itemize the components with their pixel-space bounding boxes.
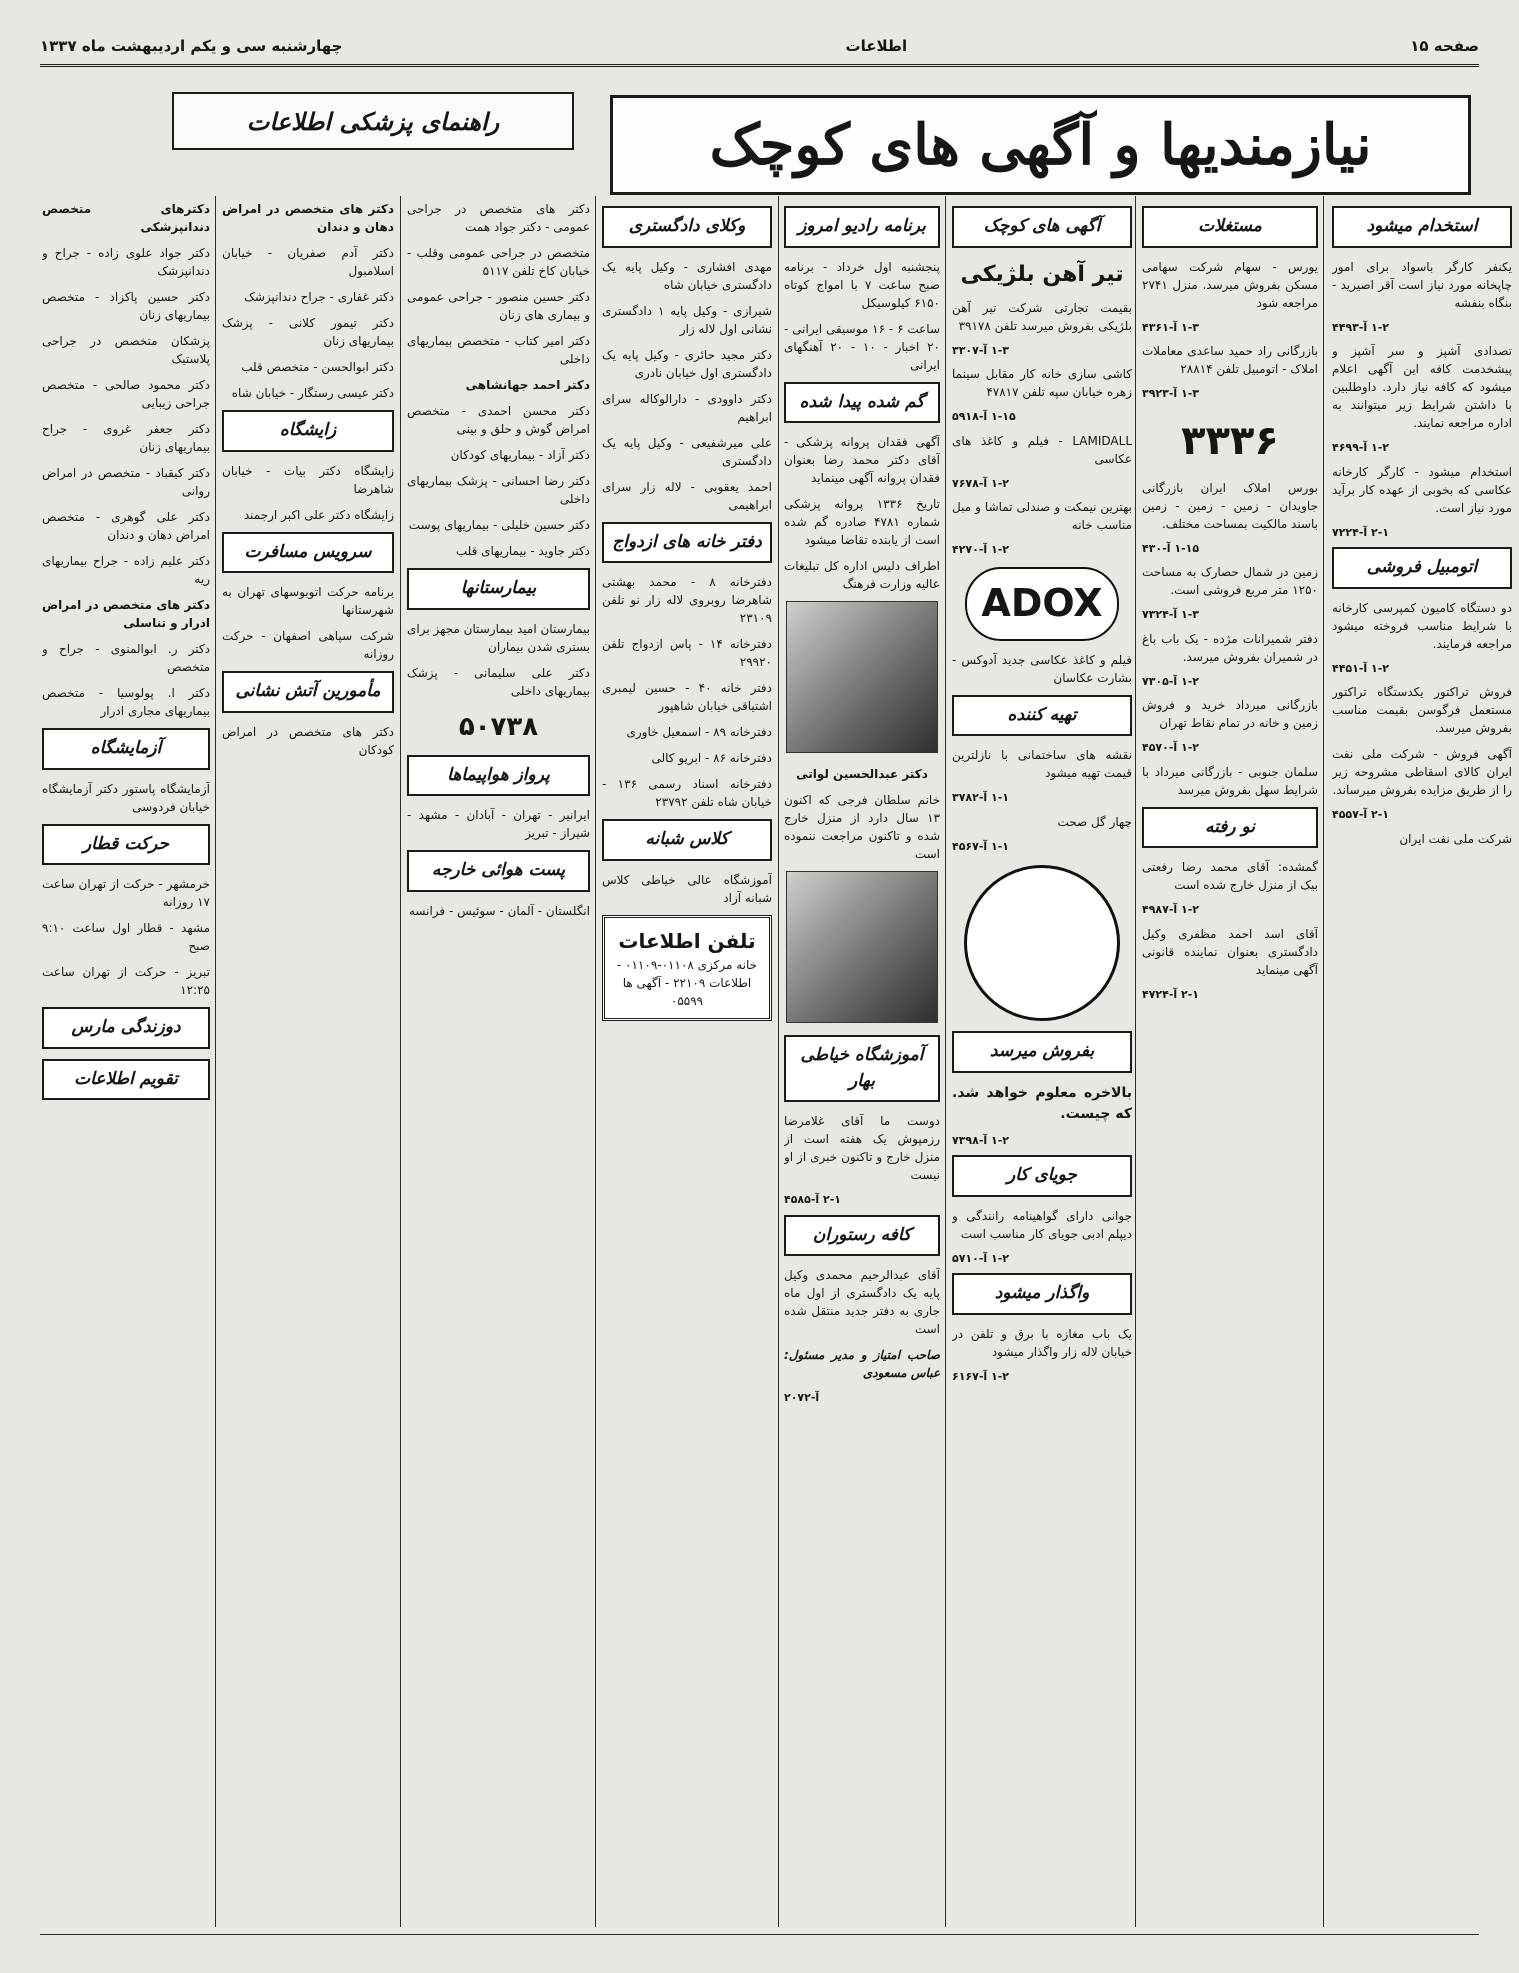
column-employment bbox=[1332, 200, 1512, 1923]
section-heading: تقویم اطلاعات bbox=[42, 1059, 210, 1101]
ad-text: ایرانیر - تهران - آبادان - مشهد - شیراز - تبریز bbox=[407, 808, 590, 840]
ad-text: دکتر حسین پاکزاد - متخصص بیماریهای زنان bbox=[42, 290, 210, 322]
ad-text: دکتر رضا احسانی - پزشک بیماریهای داخلی bbox=[407, 474, 590, 506]
ad-text: استخدام میشود - کارگر کارخانه عکاسی که بخوبی از عهده کار برآید مورد نیاز است. bbox=[1332, 464, 1512, 515]
section-heading: واگذار میشود bbox=[952, 1273, 1132, 1315]
page-date: چهارشنبه سی و یکم اردیبهشت ماه ۱۳۳۷ bbox=[40, 37, 343, 55]
section-heading: آزمایشگاه bbox=[42, 728, 210, 770]
column-doctors-dental bbox=[222, 200, 394, 1923]
section-heading: سرویس مسافرت bbox=[222, 532, 394, 574]
ad-code: ۱-۲ آ-۴۶۹۹ bbox=[1332, 441, 1390, 454]
section-heading: جویای کار bbox=[952, 1155, 1132, 1197]
ad-text: جوانی دارای گواهینامه رانندگی و دیپلم ادبی جویای کار مناسب است bbox=[952, 1208, 1132, 1241]
ad-text: خرمشهر - حرکت از تهران ساعت ۱۷ روزانه bbox=[42, 877, 210, 909]
ad-text: تبریز - حرکت از تهران ساعت ۱۲:۲۵ bbox=[42, 965, 210, 997]
ad-text: دکتر ابوالحسن - متخصص قلب bbox=[241, 360, 394, 374]
banner-title: نیازمندیها و آگهی های کوچک bbox=[709, 112, 1372, 178]
ad-text: زایشگاه دکتر بیات - خیابان شاهرضا bbox=[222, 463, 394, 496]
adox-logo: ADOX bbox=[965, 567, 1119, 641]
phone-info-box bbox=[602, 915, 772, 1021]
ad-signature: شرکت ملی نفت ایران bbox=[1399, 831, 1512, 846]
ad-text: دکترهای متخصص دندانپزشکی bbox=[42, 202, 210, 234]
ad-text: دکتر های متخصص در امراض ادرار و تناسلی bbox=[42, 598, 210, 630]
section-heading: استخدام میشود bbox=[1332, 206, 1512, 248]
ad-text: دفترخانه ۱۴ - پاس ازدواج تلفن ۲۹۹۲۰ bbox=[602, 637, 772, 669]
ad-text: دکتر های متخصص در امراض دهان و دندان bbox=[222, 202, 394, 234]
ad-text: دکتر کیقباد - متخصص در امراض روانی bbox=[42, 466, 210, 498]
ad-text: دکتر حسین منصور - جراحی عمومی و بیماری های زنان bbox=[407, 290, 590, 322]
section-heading: کافه رستوران bbox=[784, 1215, 940, 1257]
ad-text: چهار گل صحت bbox=[1057, 814, 1132, 829]
section-heading: زایشگاه bbox=[222, 410, 394, 452]
ad-text: دکتر جواد علوی زاده - جراح و دندانپزشک bbox=[42, 246, 210, 278]
ad-text: دفترخانه ۸۶ - ابریو کالی bbox=[651, 751, 772, 765]
ad-code: ۱-۲ آ-۷۳۰۵ bbox=[1142, 674, 1200, 688]
ad-code: ۱-۲ آ-۷۳۹۸ bbox=[952, 1133, 1010, 1147]
ad-text: دکتر ا. پولوسیا - متخصص بیماریهای مجاری ادرار bbox=[42, 686, 210, 718]
ad-text: زمین در شمال حصارک به مساحت ۱۲۵۰ متر مربع فروشی است. bbox=[1142, 565, 1318, 597]
section-heading: آگهی های کوچک bbox=[952, 206, 1132, 248]
ad-text: خانم سلطان فرجی که اکنون ۱۳ سال دارد از منزل خارج شده و تاکنون مراجعت ننموده است bbox=[784, 793, 940, 861]
ad-text: تیر آهن بلژیکی bbox=[960, 261, 1124, 287]
section-heading: اتومبیل فروشی bbox=[1332, 547, 1512, 589]
ad-text: بالاخره معلوم خواهد شد. که چیست. bbox=[952, 1084, 1132, 1122]
section-heading: دفتر خانه های ازدواج bbox=[602, 522, 772, 564]
section-heading: وکلای دادگستری bbox=[602, 206, 772, 248]
ad-text: دفترخانه ۸۹ - اسمعیل خاوری bbox=[626, 725, 772, 739]
ad-code: ۲-۱ آ-۴۵۸۵ bbox=[784, 1193, 842, 1206]
phone-number-big: ۳۳۳۶ bbox=[1181, 417, 1279, 464]
section-heading: مستغلات bbox=[1142, 206, 1318, 248]
ad-code: ۱-۳ آ-۳۳۰۷ bbox=[952, 343, 1010, 357]
ad-text: شرکت سپاهی اصفهان - حرکت روزانه bbox=[222, 629, 394, 661]
ad-text: دو دستگاه کامیون کمپرسی کارخانه با شرایط مناسب فروخته میشود مراجعه فرمایند. bbox=[1332, 600, 1512, 651]
ad-text: پنجشنبه اول خرداد - برنامه صبح ساعت ۷ با امواج کوتاه ۶۱۵۰ کیلوسیکل bbox=[784, 259, 940, 310]
phone-box-title: تلفن اطلاعات bbox=[618, 928, 756, 953]
ad-code: ۱-۱ آ-۴۵۶۷ bbox=[952, 839, 1010, 853]
ad-text: دکتر عیسی رستگار - خیابان شاه bbox=[231, 386, 394, 400]
column-doctors-general bbox=[407, 200, 590, 1923]
column-real-estate bbox=[1142, 200, 1318, 1923]
ad-text: دکتر علیم زاده - جراح بیماریهای ریه bbox=[42, 554, 210, 586]
ad-text: بازرگانی میرداد خرید و فروش زمین و خانه در تمام نقاط تهران bbox=[1142, 698, 1318, 730]
ad-text: آگهی فروش - شرکت ملی نفت ایران کالای اسقاطی مشروحه زیر را از طریق مزایده بفروش میرساند. bbox=[1332, 747, 1512, 797]
column-specialists bbox=[42, 200, 210, 1923]
phone-box-text: خانه مرکزی ۰۱۱۰۸-۰۱۱۰۹ - اطلاعات ۲۲۱۰۹ - آگهی ها ۰۵۵۹۹ bbox=[616, 957, 758, 1008]
ad-text: آموزشگاه عالی خیاطی کلاس شبانه آزاد bbox=[602, 872, 772, 905]
section-heading: دوزندگی مارس bbox=[42, 1007, 210, 1049]
section-heading: تهیه کننده bbox=[952, 695, 1132, 737]
ad-code: ۱-۲ آ-۴۴۹۳ bbox=[1332, 320, 1390, 334]
paper-name: اطلاعات bbox=[845, 37, 908, 55]
column-rule bbox=[1135, 196, 1136, 1927]
page-number: صفحه ۱۵ bbox=[1410, 37, 1479, 55]
ad-text: دکتر های متخصص در امراض کودکان bbox=[222, 724, 394, 757]
ad-text: دکتر مجید حائری - وکیل پایه یک دادگستری اول خیابان نادری bbox=[602, 347, 772, 380]
page-footer-rule bbox=[40, 1934, 1479, 1953]
ad-text: فروش تراکتور یکدستگاه تراکتور مستعمل فرگوسن بقیمت مناسب بفروش میرسد. bbox=[1332, 685, 1512, 735]
ad-code: ۱-۲ آ-۴۵۷۰ bbox=[1142, 741, 1200, 754]
ad-text: بورس املاک ایران بازرگانی جاویدان - زمین - زمین - زمین باسند مالکیت بمساحت مختلف. bbox=[1142, 480, 1318, 531]
column-rule bbox=[400, 196, 401, 1927]
ad-text: دفترخانه اسناد رسمی ۱۳۶ - خیابان شاه تلفن ۲۳۷۹۲ bbox=[602, 777, 772, 809]
ad-text: مهدی افشاری - وکیل پایه یک دادگستری خیابان شاه bbox=[602, 259, 772, 292]
ad-code: آ-۲۰۷۲ bbox=[784, 1391, 820, 1404]
ad-text: دوست ما آقای غلامرضا رزمپوش یک هفته است از منزل خارج و تاکنون خبری از او نیست bbox=[784, 1114, 940, 1182]
photo-caption: دکتر عبدالحسین لواتی bbox=[796, 767, 928, 781]
ad-text: ساعت ۶ - ۱۶ موسیقی ایرانی - ۲۰ اخبار - ۱۰ - ۲۰ آهنگهای ایرانی bbox=[784, 321, 940, 372]
ad-text: زایشگاه دکتر علی اکبر ارجمند bbox=[243, 507, 394, 522]
ad-text: دکتر جعفر غروی - جراح بیماریهای زنان bbox=[42, 422, 210, 454]
ad-text: دکتر علی سلیمانی - پزشک بیماریهای داخلی bbox=[407, 665, 590, 698]
column-rule bbox=[215, 196, 216, 1927]
ad-code: ۱-۱۵ آ-۵۹۱۸ bbox=[952, 410, 1016, 423]
ad-text: دکتر جاوید - بیماریهای قلب bbox=[455, 544, 590, 558]
ad-text: دکتر داوودی - دارالوکاله سرای ابراهیم bbox=[602, 391, 772, 424]
ad-text: یورس - سهام شرکت سهامی مسکن بفروش میرسد. منزل ۲۷۴۱ مراجعه شود bbox=[1142, 259, 1318, 310]
circular-logo bbox=[964, 865, 1120, 1021]
section-heading: مأمورین آتش نشانی bbox=[222, 671, 394, 713]
section-heading: گم شده پیدا شده bbox=[784, 382, 940, 424]
ad-text: فیلم و کاغذ عکاسی جدید آدوکس - بشارت عکاسان bbox=[952, 652, 1132, 685]
ad-text: دکتر غفاری - جراح دندانپزشک bbox=[244, 290, 394, 304]
column-radio-lost bbox=[784, 200, 940, 1923]
section-heading: آموزشگاه خیاطی بهار bbox=[784, 1035, 940, 1102]
ad-text: انگلستان - آلمان - سوئیس - فرانسه bbox=[408, 903, 590, 918]
ad-text: یکنفر کارگر باسواد برای امور چاپخانه مورد نیاز است آقر اصیرید - بنگاه بنفشه bbox=[1332, 259, 1512, 310]
ad-code: ۱-۲ آ-۴۴۵۱ bbox=[1332, 661, 1390, 675]
section-heading: پرواز هواپیماها bbox=[407, 755, 590, 797]
ad-text: احمد یعقوبی - لاله زار سرای ابراهیمی bbox=[602, 479, 772, 512]
ad-text: شیرازی - وکیل پایه ۱ دادگستری نشانی اول لاله زار bbox=[602, 303, 772, 336]
column-rule bbox=[778, 196, 779, 1927]
portrait-photo bbox=[786, 601, 938, 753]
ad-text: دکتر محسن احمدی - متخصص امراض گوش و حلق و بینی bbox=[407, 404, 590, 436]
ad-text: دکتر علی گوهری - متخصص امراض دهان و دندان bbox=[42, 510, 210, 542]
ad-text: دکتر آدم صفریان - خیابان اسلامبول bbox=[222, 246, 394, 278]
publisher-signature: صاحب امتیاز و مدیر مسئول: عباس مسعودی bbox=[784, 1348, 940, 1380]
ad-text: بازرگانی راد حمید ساعدی معاملات املاک - اتومبیل تلفن ۲۸۸۱۴ bbox=[1142, 344, 1318, 376]
ad-text: بهترین نیمکت و صندلی تماشا و مبل مناسب خانه bbox=[952, 500, 1132, 532]
ad-text: دکتر حسین خلیلی - بیماریهای پوست bbox=[408, 518, 590, 532]
ad-text: نقشه های ساختمانی با نازلترین قیمت تهیه میشود bbox=[952, 748, 1132, 780]
ad-text: دفترخانه ۸ - محمد بهشتی شاهرضا روبروی لاله زار نو تلفن ۲۳۱۰۹ bbox=[602, 575, 772, 625]
ad-code: ۱-۲ آ-۴۲۷۰ bbox=[952, 543, 1010, 556]
medical-guide-title: راهنمای پزشکی اطلاعات bbox=[246, 106, 500, 136]
ad-text: کاشی سازی خانه کار مقابل سینما زهره خیابان سپه تلفن ۴۷۸۱۷ bbox=[952, 367, 1132, 399]
ad-text: پزشکان متخصص در جراحی پلاستیک bbox=[42, 334, 210, 366]
ad-text: سلمان جنوبی - بازرگانی میرداد با شرایط سهل بفروش میرسد bbox=[1142, 764, 1318, 797]
ad-code: ۱-۲ آ-۵۷۱۰ bbox=[952, 1251, 1010, 1265]
ad-code: ۱-۳ آ-۷۳۲۴ bbox=[1142, 608, 1200, 621]
ad-text: یک باب مغازه با برق و تلفن در خیابان لاله زار واگذار میشود bbox=[952, 1326, 1132, 1359]
portrait-photo bbox=[786, 871, 938, 1023]
ad-text: دکتر تیمور کلانی - پزشک بیماریهای زنان bbox=[222, 316, 394, 348]
column-lawyers bbox=[602, 200, 772, 1923]
ad-text: دفتر شمیرانات مژده - یک باب باغ در شمیران بفروش میرسد. bbox=[1142, 631, 1318, 664]
ad-text: دکتر امیر کتاب - متخصص بیماریهای داخلی bbox=[407, 334, 590, 366]
section-heading: پست هوائی خارجه bbox=[407, 850, 590, 892]
ad-text: دکتر محمود صالحی - متخصص جراحی زیبایی bbox=[42, 378, 210, 410]
ad-code: ۱-۳ آ-۳۹۲۳ bbox=[1142, 387, 1200, 400]
section-heading: بیمارستانها bbox=[407, 568, 590, 610]
ad-text: متخصص در جراحی عمومی وقلب - خیابان کاخ تلفن ۵۱۱۷ bbox=[407, 246, 590, 278]
section-heading: نو رفته bbox=[1142, 807, 1318, 849]
section-heading: حرکت قطار bbox=[42, 824, 210, 866]
ad-text: دکتر ر. ابوالمنوی - جراح و متخصص bbox=[42, 642, 210, 674]
ad-text: دکتر آزاد - بیماریهای کودکان bbox=[450, 448, 590, 462]
ad-code: ۱-۱۵ آ-۴۳۰ bbox=[1142, 541, 1200, 555]
ad-text: دفتر خانه ۴۰ - حسین لیمبری اشتیاقی خیابان شاهپور bbox=[602, 681, 772, 713]
column-rule bbox=[945, 196, 946, 1927]
ad-text: تصدادی آشپز و سر آشپز و پیشخدمت کافه این آگهی اعلام میشود که کافه نیاز دارد. داوطلبین با داشتن شرایط زیر میتوانند به اداره مراجعه نمایند. bbox=[1332, 344, 1512, 430]
ad-text: آقای عبدالرحیم محمدی وکیل پایه یک دادگستری از اول ماه جاری به دفتر جدید منتقل شده است bbox=[784, 1268, 940, 1336]
ad-code: ۱-۱ آ-۳۷۸۲ bbox=[952, 791, 1010, 804]
ad-text: آقای اسد احمد مظفری وکیل دادگستری بعنوان نماینده قانونی آگهی مینماید bbox=[1142, 926, 1318, 977]
ad-text: دکتر احمد جهانشاهی bbox=[465, 378, 590, 392]
ad-text: آگهی فقدان پروانه پزشکی - آقای دکتر محمد رضا بعنوان فقدان پروانه آگهی مینماید bbox=[784, 435, 940, 485]
ad-code: ۲-۱ آ-۴۷۲۴ bbox=[1142, 987, 1200, 1001]
ad-text: برنامه حرکت اتوبوسهای تهران به شهرستانها bbox=[222, 585, 394, 617]
ad-text: علی میرشفیعی - وکیل پایه یک دادگستری bbox=[602, 435, 772, 468]
ad-text: بقیمت تجارتی شرکت تیر آهن بلژیکی بفروش میرسد تلفن ۳۹۱۷۸ bbox=[952, 300, 1132, 333]
ad-code: ۲-۱ آ-۴۵۵۷ bbox=[1332, 808, 1390, 821]
ad-code: ۱-۲ آ-۴۹۸۷ bbox=[1142, 903, 1200, 916]
column-rule bbox=[595, 196, 596, 1927]
section-heading: کلاس شبانه bbox=[602, 819, 772, 861]
section-heading: بفروش میرسد bbox=[952, 1031, 1132, 1073]
ad-code: ۱-۳ آ-۴۳۶۱ bbox=[1142, 320, 1200, 334]
ad-text: LAMIDALL - فیلم و کاغذ های عکاسی bbox=[952, 433, 1132, 466]
ad-text: گمشده: آقای محمد رضا رفعتی بیک از منزل خارج شده است bbox=[1142, 860, 1318, 892]
ad-text: آزمایشگاه پاستور دکتر آزمایشگاه خیابان فردوسی bbox=[42, 781, 210, 814]
column-rule bbox=[1323, 196, 1324, 1927]
ad-text: بیمارستان امید بیمارستان مجهز برای بستری شدن بیماران bbox=[407, 621, 590, 654]
ad-code: ۲-۱ آ-۷۲۲۴ bbox=[1332, 525, 1390, 539]
ad-code: ۱-۲ آ-۷۶۷۸ bbox=[952, 476, 1010, 490]
ad-text: دکتر های متخصص در جراحی عمومی - دکتر جواد همت bbox=[407, 202, 590, 234]
medical-guide-banner bbox=[172, 92, 574, 150]
section-heading: برنامه رادیو امروز bbox=[784, 206, 940, 248]
classifieds-banner bbox=[610, 95, 1471, 195]
ad-text: تاریخ ۱۳۳۶ پروانه پزشکی شماره ۴۷۸۱ صادره گم شده است از یابنده تقاضا میشود bbox=[784, 497, 940, 547]
phone-number-big: ۵۰۷۳۸ bbox=[458, 711, 539, 742]
ad-code: ۱-۲ آ-۶۱۶۷ bbox=[952, 1369, 1010, 1383]
column-small-ads bbox=[952, 200, 1132, 1923]
ad-text: اطراف دلیس اداره کل تبلیغات عالیه وزارت فرهنگ bbox=[784, 559, 940, 591]
page-header bbox=[40, 34, 1479, 67]
ad-text: مشهد - قطار اول ساعت ۹:۱۰ صبح bbox=[42, 921, 210, 953]
